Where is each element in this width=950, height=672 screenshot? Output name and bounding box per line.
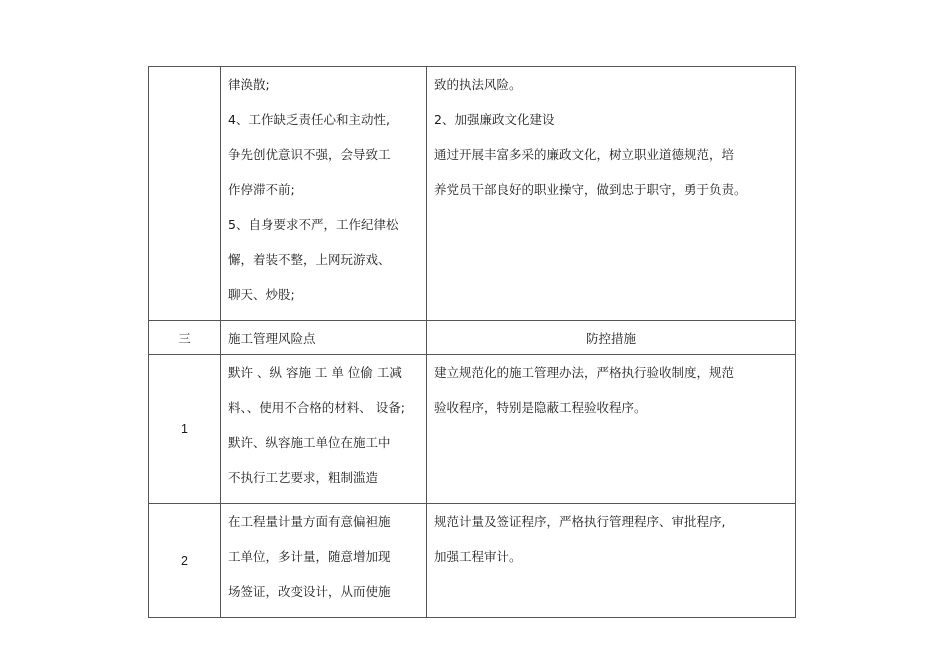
row-number-cell [149, 67, 221, 321]
measure-line: 2、加强廉政文化建设 [434, 112, 555, 127]
risk-line: 在工程量计量方面有意偏袒施 [228, 514, 391, 529]
measure-line: 致的执法风险。 [434, 77, 522, 92]
measure-line: 建立规范化的施工管理办法，严格执行验收制度，规范 [434, 365, 735, 380]
risk-line: 作停滞不前; [228, 182, 295, 197]
risk-point-cell [221, 355, 427, 504]
risk-line: 4、工作缺乏责任心和主动性, [228, 112, 390, 127]
risk-line: 懈，着装不整，上网玩游戏、 [228, 252, 391, 267]
section-number-cell: 三 [149, 321, 221, 355]
risk-line: 律涣散; [228, 77, 270, 92]
measure-cell [427, 67, 796, 321]
risk-point-header: 施工管理风险点 [221, 321, 427, 355]
measure-cell [427, 355, 796, 504]
measure-cell [427, 504, 796, 618]
risk-control-table [148, 66, 796, 618]
row-number-cell: 1 [149, 355, 221, 504]
risk-line: 默许 、纵 容施 工 单 位偷 工减 [228, 365, 402, 380]
risk-line: 不执行工艺要求，粗制滥造 [228, 470, 379, 485]
row-number-cell: 2 [149, 504, 221, 618]
risk-point-cell [221, 67, 427, 321]
table-row [149, 67, 796, 321]
measure-line: 养党员干部良好的职业操守，做到忠于职守，勇于负责。 [434, 182, 747, 197]
risk-line: 场签证，改变设计，从而使施 [228, 584, 391, 599]
risk-point-cell [221, 504, 427, 618]
table-row [149, 504, 796, 618]
risk-line: 料、、使用不合格的材料、 设备; [228, 400, 405, 415]
measure-line: 加强工程审计。 [434, 549, 522, 564]
risk-line: 5、自身要求不严，工作纪律松 [228, 217, 399, 232]
measure-header: 防控措施 [427, 321, 796, 355]
measure-line: 通过开展丰富多采的廉政文化，树立职业道德规范，培 [434, 147, 735, 162]
risk-line: 争先创优意识不强，会导致工 [228, 147, 391, 162]
table-row [149, 355, 796, 504]
risk-line: 默许、纵容施工单位在施工中 [228, 435, 391, 450]
risk-line: 聊天、炒股; [228, 287, 295, 302]
measure-line: 规范计量及签证程序，严格执行管理程序、审批程序, [434, 514, 726, 529]
measure-line: 验收程序，特别是隐蔽工程验收程序。 [434, 400, 647, 415]
section-header-row [149, 321, 796, 355]
risk-line: 工单位，多计量，随意增加现 [228, 549, 391, 564]
